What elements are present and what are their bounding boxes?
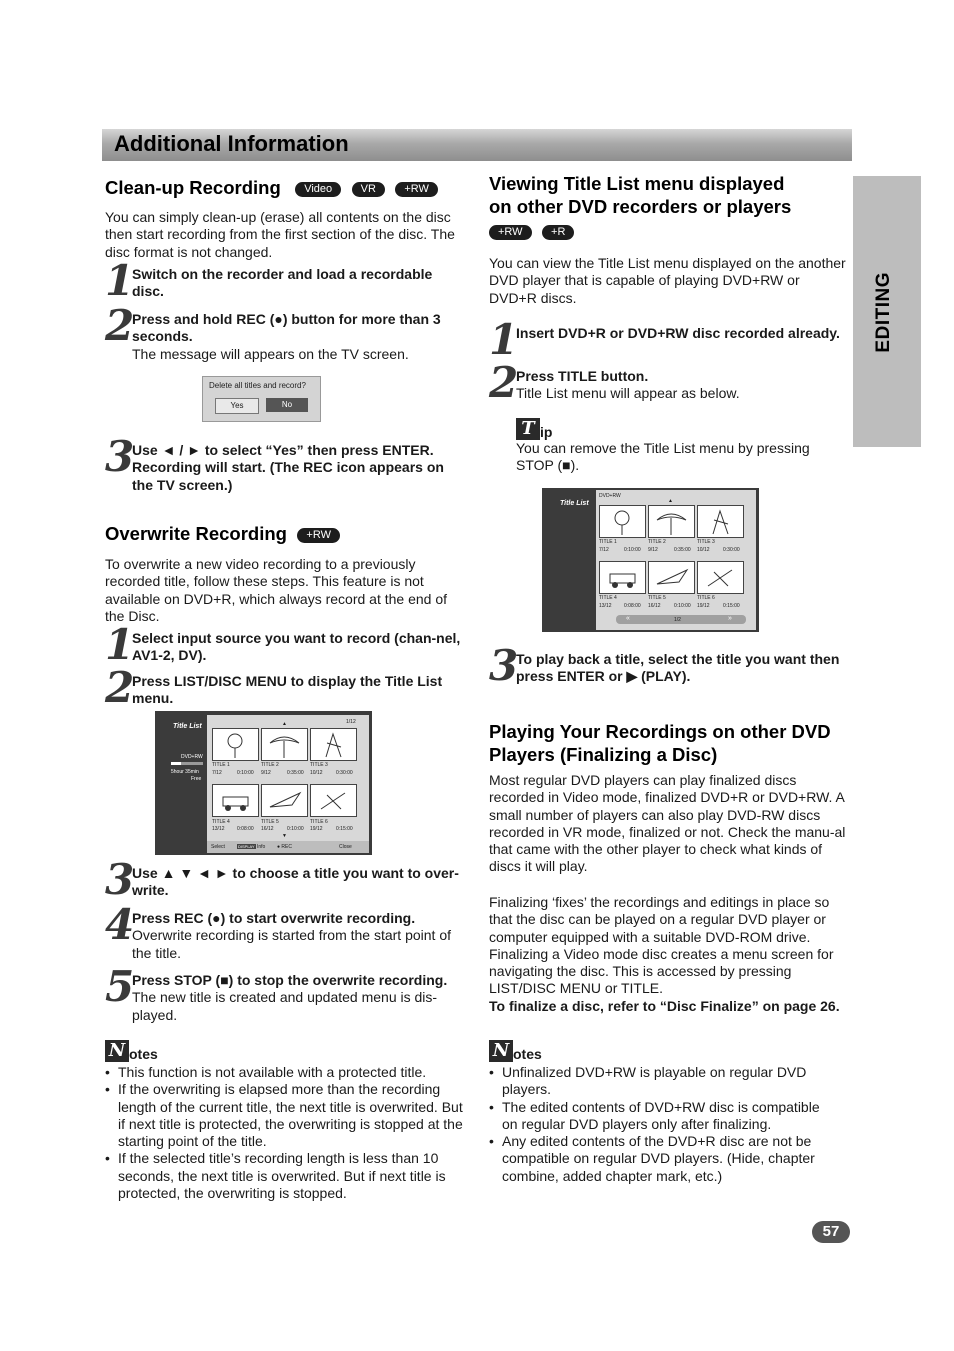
badge-video: Video [295,182,341,197]
note-item: • Any edited contents of the DVD+R disc are not be compatible on regular DVD players. (Hide, chapter combine, added chapter mark, etc.) [489,1133,839,1185]
step-number: 1 [489,315,519,364]
dialog-no-button: No [266,398,308,412]
footer-rec: ● REC [277,844,292,850]
screen-title: Title List [173,723,202,730]
free-label: Free [191,776,202,782]
page-indicator: 1/12 [346,719,356,725]
thumbnail-3 [310,728,357,761]
title-date: 9/12 [648,547,658,553]
finalizing-paragraph-2: Finalizing ‘fixes’ the recordings and editings in place so that the disc can be played on a regular DVD player or computer equipped with a suitable DVD-ROM drive. Finalizing a Video mode disc creates a menu screen for navigating the disc. This is accessed by pressing LIST/DISC MENU or TITLE. [489,894,834,997]
viewing-intro: You can view the Title List menu displayed on the another DVD player that is capable of playing DVD+RW or DVD+R discs. [489,255,846,306]
title-date: 13/12 [212,826,225,832]
step-number: 5 [105,962,135,1011]
title-date: 16/12 [261,826,274,832]
step-detail: The new title is created and updated menu is dis-played. [132,989,438,1023]
title-date: 9/12 [261,770,271,776]
note-item: • The edited contents of DVD+RW disc is compatible on regular DVD players only after finalizing. [489,1099,839,1134]
up-arrow-icon: ▲ [668,498,673,504]
step-instruction: Switch on the recorder and load a recordable disc. [132,266,433,300]
step-detail: Title List menu will appear as below. [516,385,740,402]
footer-close: Close [339,844,352,850]
title-name: TITLE 2 [648,539,666,545]
title-duration: 0:30:00 [723,547,740,553]
disc-label: DVD+RW [181,754,203,760]
note-item: • This function is not available with a protected title. [105,1064,470,1081]
side-tab-label: EDITING [873,272,894,353]
step-number: 3 [105,855,135,904]
title-name: TITLE 3 [310,762,328,768]
overwrite-intro: To overwrite a new video recording to a previously recorded title, follow these steps. This feature is not available on DVD+R, which always record at the end of the Disc. [105,556,448,624]
heading-line-2: on other DVD recorders or players [489,196,792,217]
cleanup-intro: You can simply clean-up (erase) all contents on the disc then start recording from the first section of the disc. The disc format is not changed. [105,209,455,260]
note-item: • If the selected title’s recording length is less than 10 seconds, the next title is overwrited. But if next title is protected, the overwriting is stopped. [105,1150,470,1202]
thumbnail-4 [212,784,259,817]
heading-line-1: Playing Your Recordings on other DVD [489,721,831,742]
badge-vr: VR [352,182,385,197]
step-number: 2 [105,301,135,350]
remaining-time: 5hour 35min [171,769,199,775]
title-date: 19/12 [310,826,323,832]
thumbnail-2 [261,728,308,761]
screen-footer [207,841,369,853]
step-instruction: To play back a title, select the title you want then press ENTER or ▶ (PLAY). [516,651,840,685]
cleanup-heading-row [105,176,475,199]
step-number: 1 [105,620,135,669]
page-title: Additional Information [114,131,349,156]
thumbnail-1 [599,505,646,538]
overwrite-notes [105,1040,470,1202]
next-page-icon: » [728,615,732,622]
step-number: 1 [105,256,135,305]
step-instruction: Press TITLE button. [516,368,649,384]
thumbnail-5 [648,561,695,594]
title-name: TITLE 1 [212,762,230,768]
step-number: 2 [105,663,135,712]
title-duration: 0:10:00 [624,547,641,553]
title-date: 7/12 [599,547,609,553]
page-indicator: 1/2 [674,617,681,623]
capacity-bar [171,762,203,765]
title-name: TITLE 6 [310,819,328,825]
note-item: • If the overwriting is elapsed more than the recording length of the current title, the next title is overwrited. But if next title is protected, the overwriting is stopped at the starting point of the title. [105,1081,470,1150]
title-date: 10/12 [697,547,710,553]
title-duration: 0:10:00 [237,770,254,776]
viewing-badges [483,224,574,242]
title-date: 19/12 [697,603,710,609]
badge-rw: +RW [489,225,532,240]
title-duration: 0:08:00 [237,826,254,832]
step-instruction: Use ◄ / ► to select “Yes” then press ENTER. Recording will start. (The REC icon appears on the TV screen.) [132,442,444,493]
footer-display: DISPLAY [238,844,255,849]
badge-r: +R [542,225,574,240]
thumbnail-1 [212,728,259,761]
notes-heading: otes [513,1046,542,1062]
overwrite-heading-row [105,522,475,545]
disc-label: DVD+RW [599,493,621,499]
thumbnail-6 [310,784,357,817]
title-date: 7/12 [212,770,222,776]
title-duration: 0:35:00 [674,547,691,553]
title-list-screen-viewing [542,488,759,632]
overwrite-heading: Overwrite Recording [105,523,287,544]
notes-heading: otes [129,1046,158,1062]
thumbnail-6 [697,561,744,594]
step-detail: Overwrite recording is started from the start point of the title. [132,927,452,961]
badge-rw: +RW [297,528,340,543]
step-instruction: Press REC (●) to start overwrite recording. [132,910,416,926]
page-nav-bar [616,615,746,624]
title-duration: 0:30:00 [336,770,353,776]
title-duration: 0:35:00 [287,770,304,776]
note-item: • Unfinalized DVD+RW is playable on regular DVD players. [489,1064,839,1099]
step-instruction: Select input source you want to record (chan-nel, AV1-2, DV). [132,630,461,664]
viewing-heading [489,172,849,218]
title-duration: 0:15:00 [723,603,740,609]
tip-heading: ip [540,424,553,440]
title-name: TITLE 4 [599,595,617,601]
title-name: TITLE 2 [261,762,279,768]
cleanup-heading: Clean-up Recording [105,177,281,198]
title-name: TITLE 5 [648,595,666,601]
footer-info: Info [257,844,266,850]
dialog-question: Delete all titles and record? [209,381,306,390]
up-arrow-icon: ▲ [282,721,287,727]
title-duration: 0:10:00 [287,826,304,832]
thumbnail-4 [599,561,646,594]
tip-text: You can remove the Title List menu by pressing STOP (■). [516,440,810,474]
title-name: TITLE 4 [212,819,230,825]
page-number: 57 [812,1221,850,1243]
side-tab [853,176,921,447]
dialog-yes-button: Yes [215,398,259,414]
thumbnail-5 [261,784,308,817]
step-number: 2 [489,358,519,407]
step-number: 3 [489,641,519,690]
down-arrow-icon: ▼ [282,833,287,839]
section-header-bar [102,129,852,161]
screen-title: Title List [560,500,589,507]
badge-rw: +RW [395,182,438,197]
step-instruction: Press and hold REC (●) button for more than 3 seconds. [132,311,441,345]
thumbnail-3 [697,505,744,538]
step-number: 4 [105,900,135,949]
heading-line-1: Viewing Title List menu displayed [489,173,785,194]
finalizing-paragraph-1: Most regular DVD players can play finalized discs recorded in Video mode, finalized DVD+R or DVD+RW. A small number of players can also play DVD-RW discs recorded in VR mode, finalized or not. Check the manu-al that came with the other player to check what kinds of discs it will play. [489,772,846,875]
tip-icon: T [516,418,540,440]
thumbnail-grid [596,490,756,630]
footer-select: Select [211,844,225,850]
step-detail: The message will appears on the TV screen. [132,345,409,362]
tip-box [516,418,836,475]
finalizing-reference: To finalize a disc, refer to “Disc Finalize” on page 26. [489,998,840,1014]
thumbnail-2 [648,505,695,538]
title-duration: 0:08:00 [624,603,641,609]
title-name: TITLE 3 [697,539,715,545]
title-date: 16/12 [648,603,661,609]
notes-icon: N [105,1040,129,1062]
title-duration: 0:10:00 [674,603,691,609]
thumbnail-grid [207,715,369,853]
notes-icon: N [489,1040,513,1062]
heading-line-2: Players (Finalizing a Disc) [489,744,718,765]
prev-page-icon: « [626,615,630,622]
title-name: TITLE 1 [599,539,617,545]
step-instruction: Insert DVD+R or DVD+RW disc recorded already. [516,325,840,341]
step-instruction: Use ▲ ▼ ◄ ► to choose a title you want to over-write. [132,865,459,899]
title-duration: 0:15:00 [336,826,353,832]
title-list-screen-overwrite [155,711,372,855]
finalizing-notes [489,1040,839,1185]
step-instruction: Press STOP (■) to stop the overwrite recording. [132,972,448,988]
title-date: 10/12 [310,770,323,776]
step-number: 3 [105,432,135,481]
title-date: 13/12 [599,603,612,609]
title-name: TITLE 5 [261,819,279,825]
step-instruction: Press LIST/DISC MENU to display the Title List menu. [132,673,443,707]
finalizing-heading [489,720,851,766]
delete-dialog-screenshot [202,376,321,422]
title-name: TITLE 6 [697,595,715,601]
